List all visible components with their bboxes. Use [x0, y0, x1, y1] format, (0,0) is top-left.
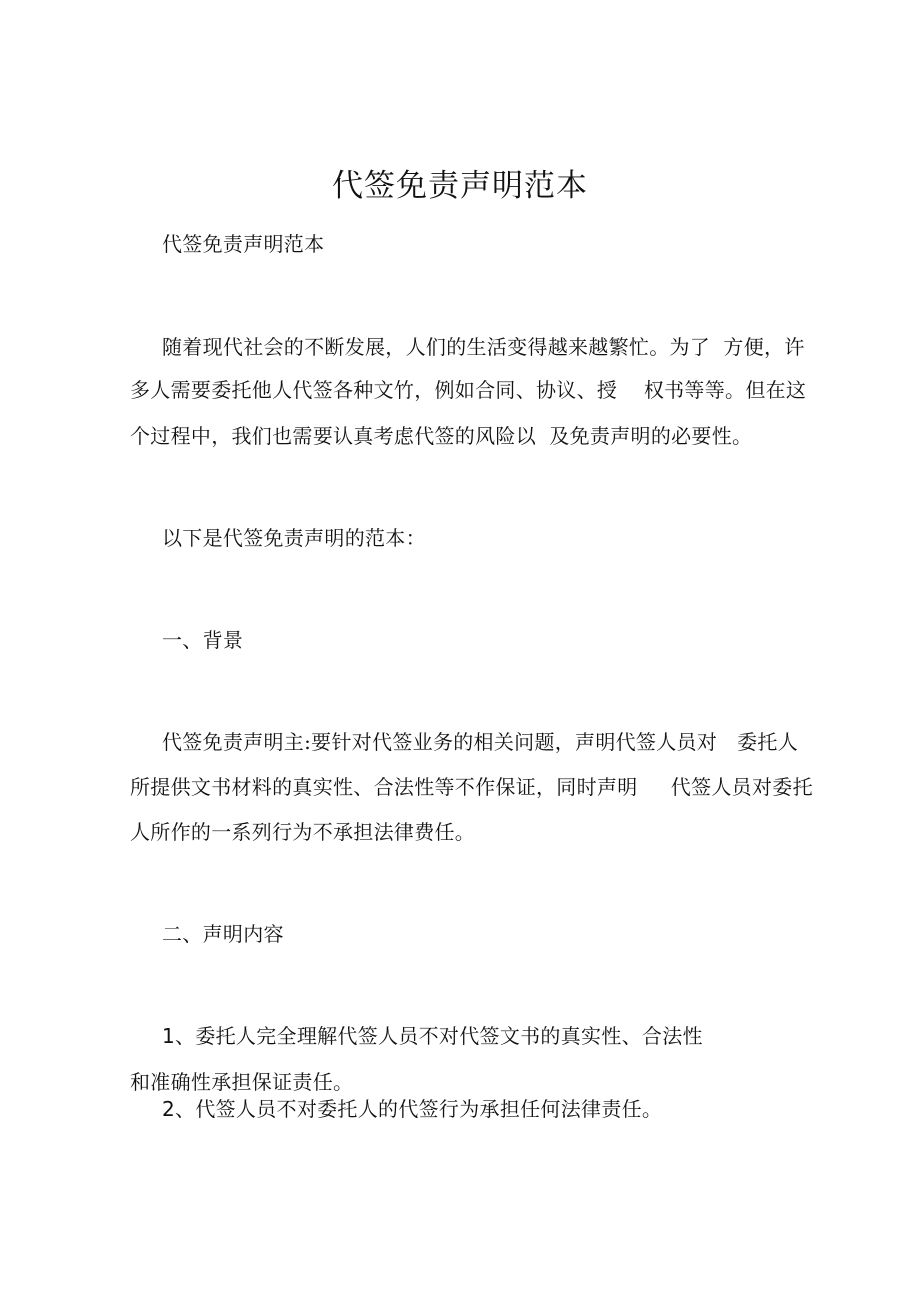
list-item-1-text: 、委托人完全理解代签人员不对代签文书的真实性、合法性 — [175, 1024, 703, 1048]
list-item-2 — [162, 1096, 662, 1122]
list-item-2-number: 2 — [162, 1097, 176, 1121]
section-1-heading: 一、背景 — [162, 628, 244, 652]
list-item-1-number: 1 — [162, 1024, 176, 1048]
section-2-heading: 二、声明内容 — [162, 922, 284, 946]
list-item-2-text: 、代签人员不对委托人的代签行为承担任何法律责任。 — [175, 1097, 663, 1121]
intro-line-3: 个过程中，我们也需要认真考虑代签的风险以 及免责声明的必要性。 — [130, 424, 753, 448]
lead-paragraph: 以下是代签免责声明的范本： — [162, 526, 426, 550]
list-item-1-continuation: 和准确性承担保证责任。 — [130, 1070, 354, 1094]
section-1-line-3: 人所作的一系列行为不承担法律费任。 — [130, 820, 476, 844]
document-title: 代签免责声明范本 — [332, 168, 588, 204]
section-1-line-2: 所提供文书材料的真实性、合法性等不作保证，同时声明 代签人员对委托 — [130, 775, 813, 799]
section-1-line-1: 代签免责声明主:要针对代签业务的相关问题，声明代签人员对 委托人 — [162, 730, 799, 754]
list-item-1 — [162, 1023, 703, 1049]
document-subtitle: 代签免责声明范本 — [162, 232, 325, 256]
intro-line-1: 随着现代社会的不断发展，人们的生活变得越来越繁忙。为了 方便，许 — [162, 335, 805, 359]
intro-line-2: 多人需要委托他人代签各种文竹，例如合同、协议、授 权书等等。但在这 — [130, 378, 807, 402]
